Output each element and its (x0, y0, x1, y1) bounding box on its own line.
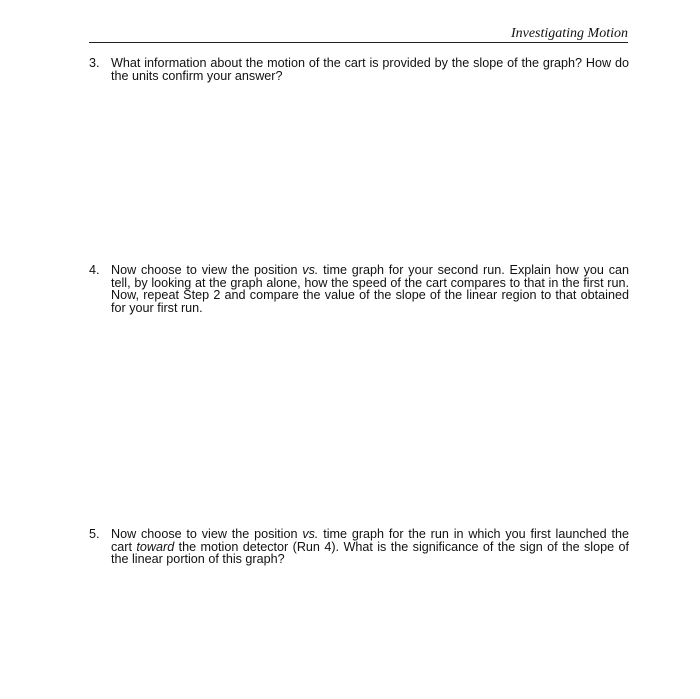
question-4-number: 4. (89, 263, 100, 277)
question-5-text-part: the motion detector (Run 4). What is the significance of the sign of the slope of the linear portion of this graph? (111, 539, 629, 566)
question-3-number: 3. (89, 56, 100, 70)
question-5-italic-vs: vs. (302, 527, 319, 541)
header-divider (89, 42, 628, 43)
question-5-number: 5. (89, 527, 100, 541)
question-5-italic-toward: toward (136, 539, 175, 554)
question-3 (89, 57, 629, 82)
question-4-text-part: time graph for your second run. Explain how you can tell, by looking at the graph alone, how the speed of the cart compares to that in the first run. Now, repeat Step 2 and compare the value of the slope of the linear region to that obtained for your first run. (111, 263, 629, 315)
question-3-text (111, 57, 629, 82)
question-5 (89, 528, 629, 566)
question-4-text (111, 264, 629, 314)
running-header-title: Investigating Motion (510, 26, 628, 41)
question-5-text-part: time graph for the run in which you first launched the cart (111, 527, 629, 554)
question-5-text (111, 528, 629, 566)
question-4-italic-vs: vs. (302, 263, 319, 277)
question-4-text-part: Now choose to view the position (111, 263, 303, 277)
question-5-text-part: Now choose to view the position (111, 527, 303, 541)
question-4 (89, 264, 629, 314)
question-3-text-part: What information about the motion of the cart is provided by the slope of the graph? How do the units confirm your answer? (111, 56, 629, 83)
